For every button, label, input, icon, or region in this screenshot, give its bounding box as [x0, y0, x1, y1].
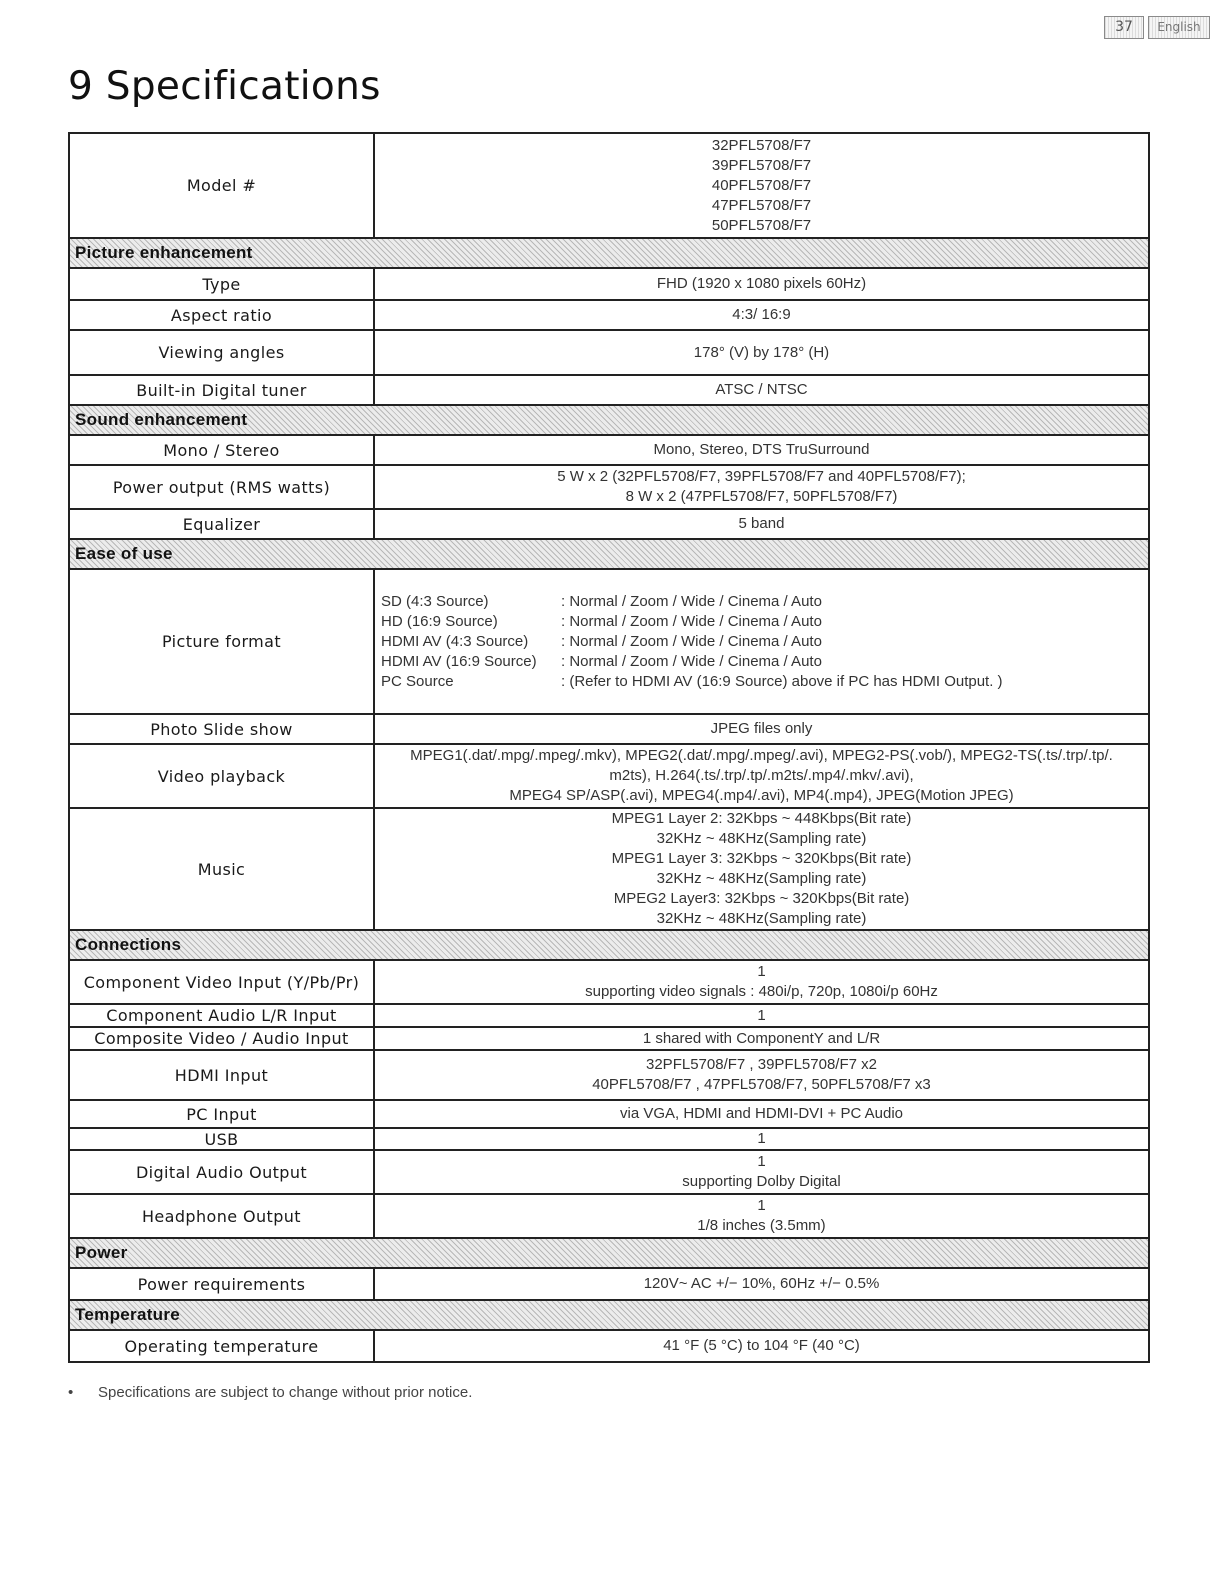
spec-value: 178° (V) by 178° (H) [374, 330, 1149, 375]
table-row [69, 569, 1149, 714]
spec-label: Component Audio L/R Input [69, 1004, 374, 1027]
page-number: 37 [1104, 16, 1144, 39]
spec-label: Component Video Input (Y/Pb/Pr) [69, 960, 374, 1004]
spec-value: 1 shared with ComponentY and L/R [374, 1027, 1149, 1050]
value-line: 1 [757, 1197, 766, 1214]
section-header-sound [69, 405, 1149, 435]
spec-value: 5 band [374, 509, 1149, 539]
table-row [69, 509, 1149, 539]
value-line: 32KHz ~ 48KHz(Sampling rate) [656, 910, 867, 927]
table-row [69, 1004, 1149, 1027]
spec-value [374, 808, 1149, 930]
language-label: English [1148, 16, 1210, 39]
section-header-power [69, 1238, 1149, 1268]
value-line: 32KHz ~ 48KHz(Sampling rate) [656, 870, 867, 887]
spec-value [374, 1194, 1149, 1238]
table-row [69, 435, 1149, 465]
spec-label: HDMI Input [69, 1050, 374, 1100]
table-row [69, 1100, 1149, 1128]
spec-label: Type [69, 268, 374, 300]
spec-label: Power requirements [69, 1268, 374, 1300]
spec-label: Aspect ratio [69, 300, 374, 330]
section-header-picture [69, 238, 1149, 268]
table-row [69, 714, 1149, 744]
spec-value: Mono, Stereo, DTS TruSurround [374, 435, 1149, 465]
spec-label: Viewing angles [69, 330, 374, 375]
table-row [69, 300, 1149, 330]
table-row [69, 1050, 1149, 1100]
table-row [69, 744, 1149, 808]
spec-label: Power output (RMS watts) [69, 465, 374, 509]
value-line: supporting video signals : 480i/p, 720p, 1080i/p 60Hz [585, 983, 938, 1000]
spec-value [374, 960, 1149, 1004]
spec-value: via VGA, HDMI and HDMI-DVI + PC Audio [374, 1100, 1149, 1128]
spec-label: Photo Slide show [69, 714, 374, 744]
spec-value [374, 744, 1149, 808]
model-label: Model # [69, 133, 374, 238]
spec-value: 120V~ AC +/− 10%, 60Hz +/− 0.5% [374, 1268, 1149, 1300]
format-source: PC Source [381, 672, 454, 690]
page-badge [1104, 16, 1210, 39]
table-row [69, 330, 1149, 375]
spec-label: USB [69, 1128, 374, 1150]
spec-label: Music [69, 808, 374, 930]
spec-value [374, 1050, 1149, 1100]
format-modes: : Normal / Zoom / Wide / Cinema / Auto [561, 612, 822, 630]
model-value: 39PFL5708/F7 [711, 156, 812, 174]
value-line: 1 [757, 963, 766, 980]
bullet-icon: • [68, 1384, 74, 1401]
spec-label: Video playback [69, 744, 374, 808]
picture-format-list [374, 569, 1149, 714]
value-line: 5 W x 2 (32PFL5708/F7, 39PFL5708/F7 and 40PFL5708/F7); [557, 468, 966, 485]
model-value: 32PFL5708/F7 [711, 136, 812, 154]
value-line: 32PFL5708/F7 , 39PFL5708/F7 x2 [646, 1056, 877, 1073]
format-row [381, 632, 1142, 652]
section-heading: Temperature [69, 1300, 1149, 1330]
section-header-connections [69, 930, 1149, 960]
spec-value: 1 [374, 1004, 1149, 1027]
spec-value [374, 1150, 1149, 1194]
value-line: 8 W x 2 (47PFL5708/F7, 50PFL5708/F7) [625, 488, 898, 505]
table-row [69, 960, 1149, 1004]
format-row [381, 592, 1142, 612]
format-source: HDMI AV (16:9 Source) [381, 652, 537, 670]
spec-value: FHD (1920 x 1080 pixels 60Hz) [374, 268, 1149, 300]
spec-value [374, 465, 1149, 509]
table-row [69, 133, 1149, 238]
format-modes: : Normal / Zoom / Wide / Cinema / Auto [561, 592, 822, 610]
format-modes: : (Refer to HDMI AV (16:9 Source) above if PC has HDMI Output. ) [561, 672, 1003, 690]
section-heading: Sound enhancement [69, 405, 1149, 435]
section-heading: Picture enhancement [69, 238, 1149, 268]
model-value: 50PFL5708/F7 [711, 216, 812, 234]
spec-value: 1 [374, 1128, 1149, 1150]
format-row [381, 652, 1142, 672]
spec-label: Mono / Stereo [69, 435, 374, 465]
table-row [69, 375, 1149, 405]
spec-label: Picture format [69, 569, 374, 714]
spec-label: Headphone Output [69, 1194, 374, 1238]
footnote [68, 1384, 472, 1401]
table-row [69, 1128, 1149, 1150]
spec-label: PC Input [69, 1100, 374, 1128]
table-row [69, 1150, 1149, 1194]
value-line: 32KHz ~ 48KHz(Sampling rate) [656, 830, 867, 847]
value-line: MPEG1(.dat/.mpg/.mpeg/.mkv), MPEG2(.dat/.mpg/.mpeg/.avi), MPEG2-PS(.vob/), MPEG2-TS(.ts/.trp/.tp/. [410, 747, 1113, 764]
format-row [381, 612, 1142, 632]
spec-label: Operating temperature [69, 1330, 374, 1362]
value-line: MPEG1 Layer 2: 32Kbps ~ 448Kbps(Bit rate) [611, 810, 912, 827]
value-line: MPEG1 Layer 3: 32Kbps ~ 320Kbps(Bit rate) [611, 850, 912, 867]
value-line: 1 [757, 1153, 766, 1170]
value-line: supporting Dolby Digital [682, 1173, 841, 1190]
spec-label: Built-in Digital tuner [69, 375, 374, 405]
format-modes: : Normal / Zoom / Wide / Cinema / Auto [561, 652, 822, 670]
specifications-table [68, 132, 1150, 1363]
model-value: 47PFL5708/F7 [711, 196, 812, 214]
table-row [69, 1330, 1149, 1362]
value-line: 1/8 inches (3.5mm) [697, 1217, 826, 1234]
value-line: MPEG4 SP/ASP(.avi), MPEG4(.mp4/.avi), MP4(.mp4), JPEG(Motion JPEG) [509, 787, 1014, 804]
spec-label: Digital Audio Output [69, 1150, 374, 1194]
spec-label: Composite Video / Audio Input [69, 1027, 374, 1050]
spec-value: 41 °F (5 °C) to 104 °F (40 °C) [374, 1330, 1149, 1362]
section-heading: Power [69, 1238, 1149, 1268]
format-modes: : Normal / Zoom / Wide / Cinema / Auto [561, 632, 822, 650]
table-row [69, 1027, 1149, 1050]
spec-label: Equalizer [69, 509, 374, 539]
table-row [69, 1268, 1149, 1300]
section-heading: Connections [69, 930, 1149, 960]
section-header-ease-of-use [69, 539, 1149, 569]
table-row [69, 268, 1149, 300]
value-line: MPEG2 Layer3: 32Kbps ~ 320Kbps(Bit rate) [613, 890, 910, 907]
table-row [69, 465, 1149, 509]
value-line: 40PFL5708/F7 , 47PFL5708/F7, 50PFL5708/F7 x3 [592, 1076, 931, 1093]
spec-value: ATSC / NTSC [374, 375, 1149, 405]
footnote-text: Specifications are subject to change without prior notice. [98, 1384, 473, 1401]
value-line: m2ts), H.264(.ts/.trp/.tp/.m2ts/.mp4/.mkv/.avi), [609, 767, 914, 784]
format-source: HD (16:9 Source) [381, 612, 498, 630]
model-values [374, 133, 1149, 238]
table-row [69, 1194, 1149, 1238]
spec-value: JPEG files only [374, 714, 1149, 744]
model-value: 40PFL5708/F7 [711, 176, 812, 194]
format-row [381, 672, 1142, 692]
table-row [69, 808, 1149, 930]
section-heading: Ease of use [69, 539, 1149, 569]
page-title: 9 Specifications [68, 64, 381, 109]
section-header-temperature [69, 1300, 1149, 1330]
format-source: SD (4:3 Source) [381, 592, 489, 610]
spec-value: 4:3/ 16:9 [374, 300, 1149, 330]
format-source: HDMI AV (4:3 Source) [381, 632, 529, 650]
